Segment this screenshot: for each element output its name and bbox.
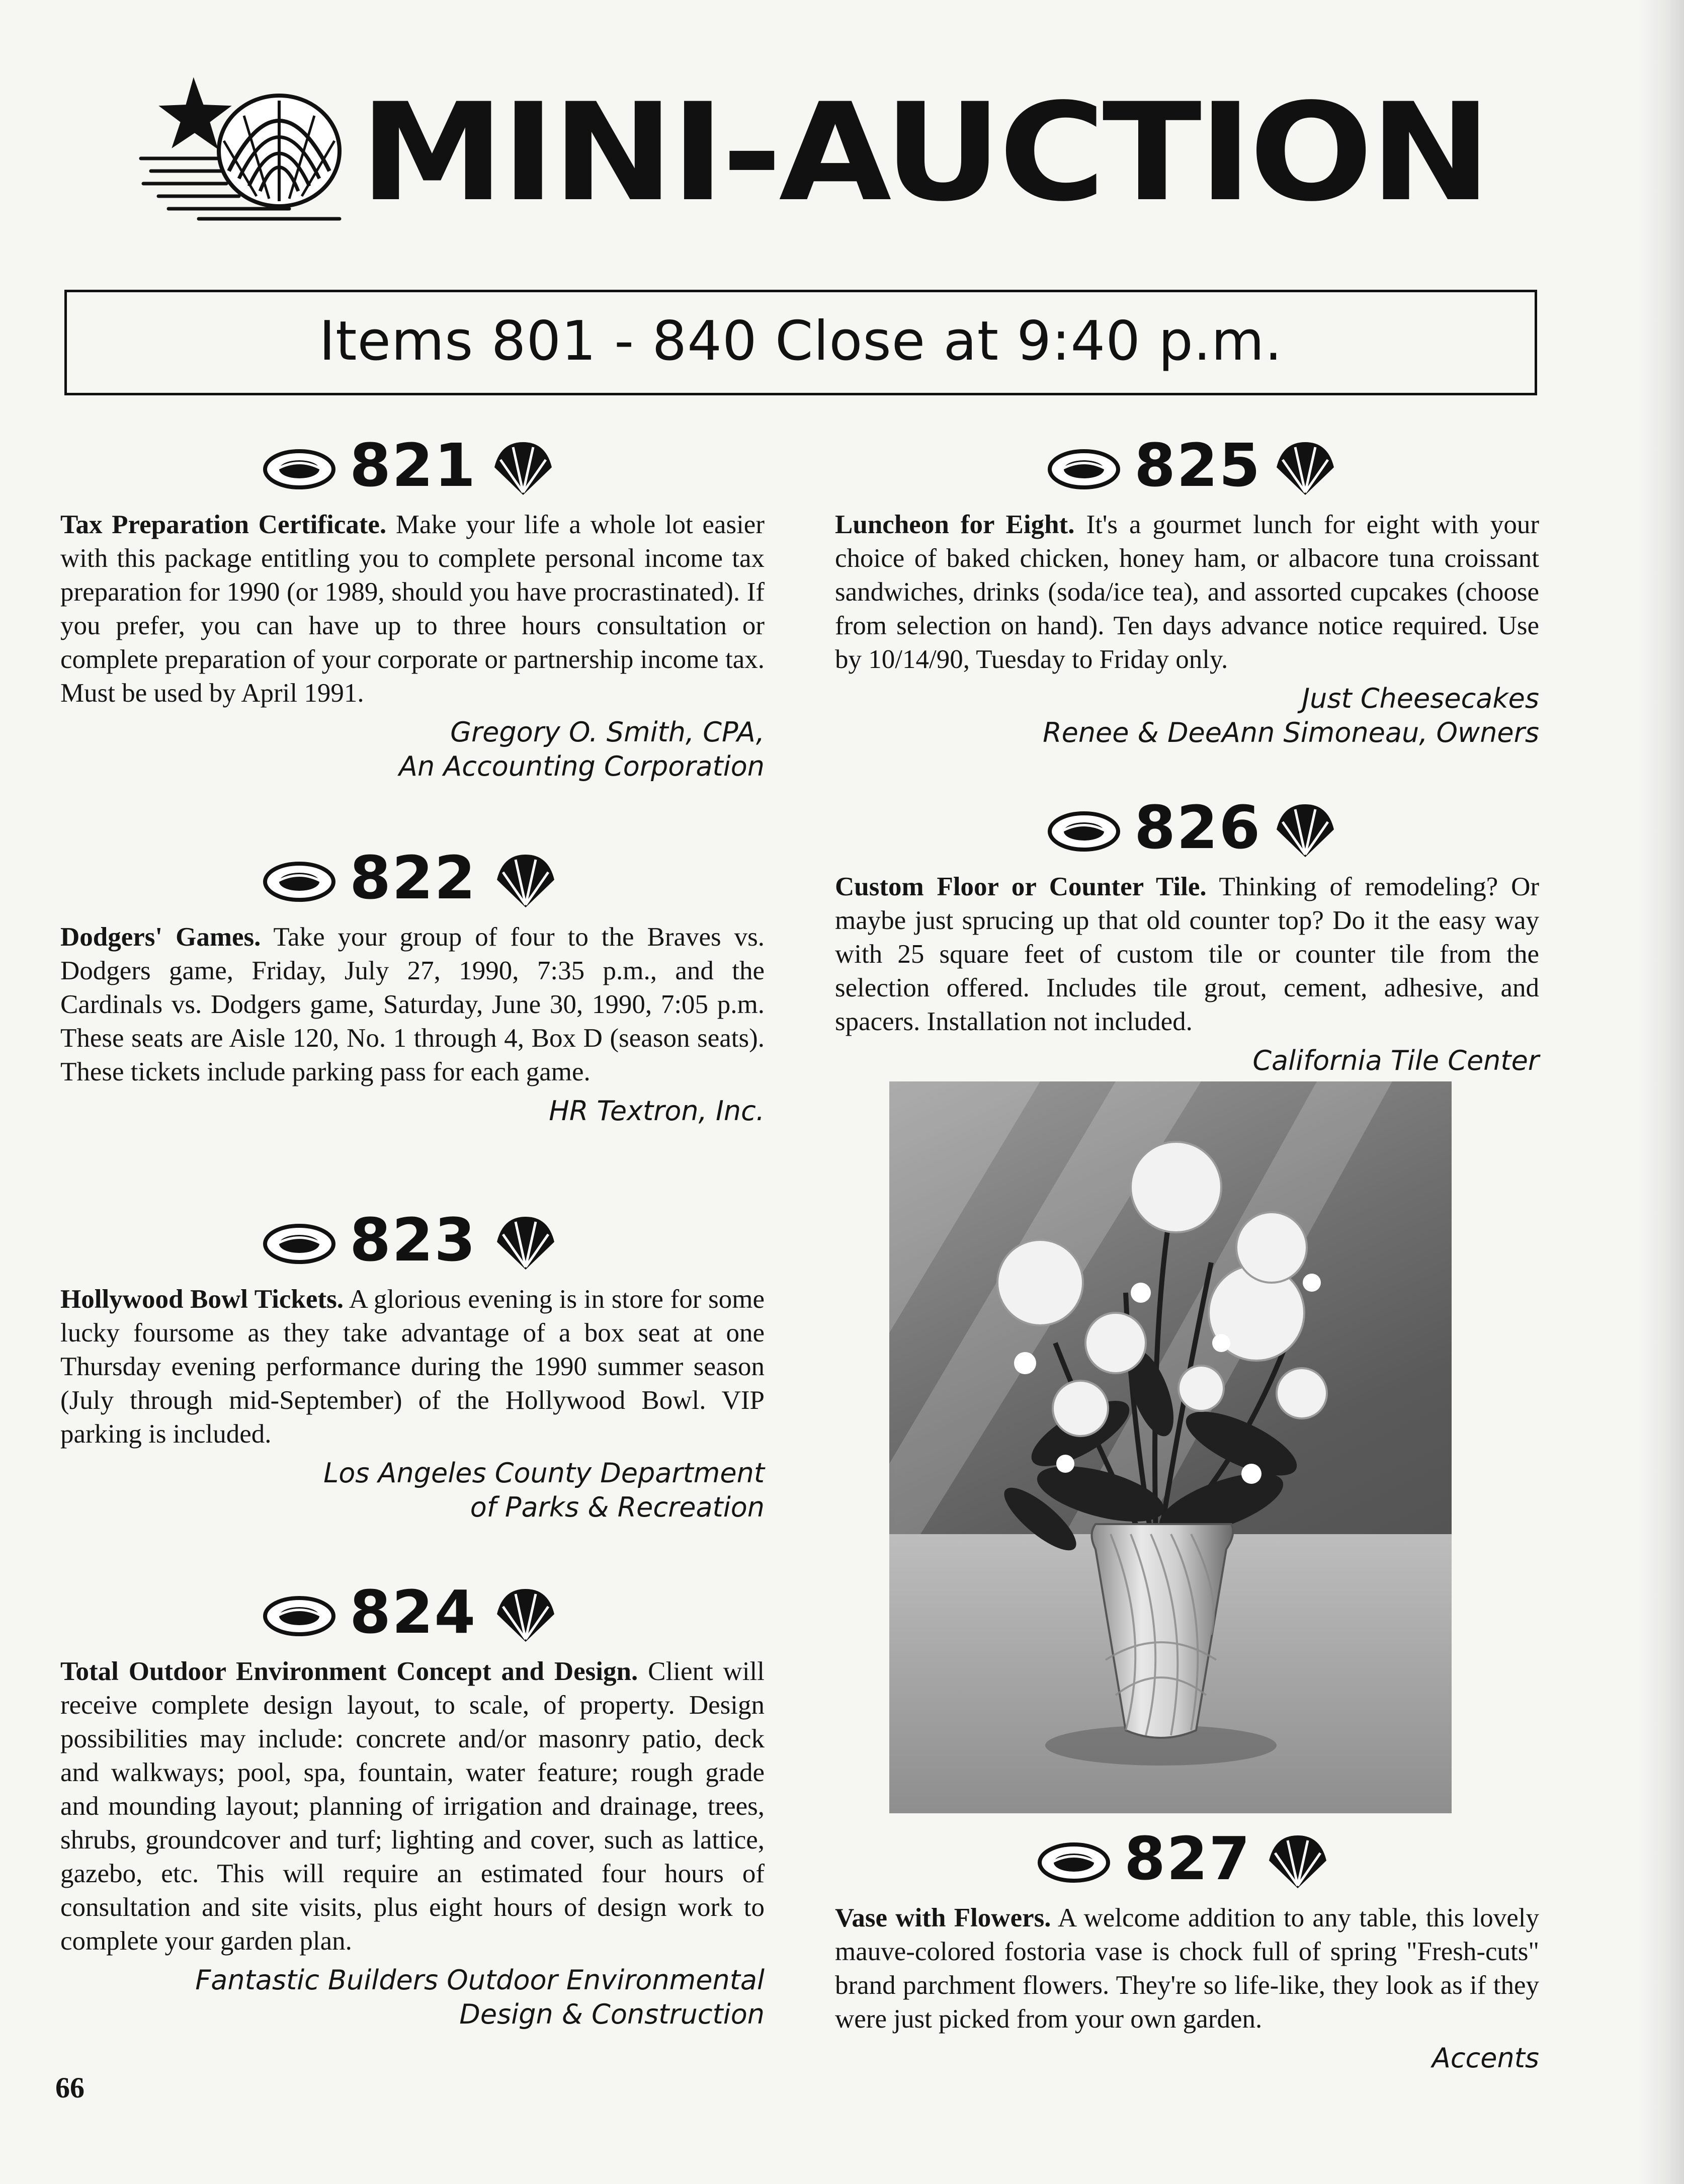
item-body: Take your group of four to the Braves vs. Dodgers game, Friday, July 27, 1990, 7:35 p.m., and the Cardinals vs. Dodgers game, Saturday, June 30, 1990, 7:05 p.m. These seats are Aisle 120, No. 1 through 4, Box D (season seats). These tickets include parking pass for each game. — [60, 922, 765, 1086]
item-description — [60, 1283, 765, 1451]
lot-number: 824 — [350, 1577, 477, 1647]
cowrie-shell-icon — [262, 1221, 337, 1267]
page-title: MINI-AUCTION — [360, 74, 1488, 231]
starfish-shell-art — [138, 70, 350, 221]
item-body: Make your life a whole lot easier with this package entitling you to complete personal income tax preparation for 1990 (or 1989, should you have procrastinated). If you prefer, you can have up to three hours consultation or complete preparation of your corporate or partnership income tax. Must be used by April 1991. — [60, 510, 765, 708]
scallop-shell-icon — [493, 1586, 558, 1647]
donor — [60, 1963, 765, 2032]
item-title: Tax Preparation Certificate. — [60, 510, 387, 539]
cowrie-shell-icon — [262, 447, 337, 492]
item-title: Total Outdoor Environment Concept and Design. — [60, 1657, 638, 1686]
item-description — [835, 870, 1539, 1039]
lot-number: 825 — [1134, 431, 1261, 500]
lot-header — [60, 433, 765, 498]
closing-time-banner — [64, 290, 1537, 395]
auction-item-823 — [60, 1207, 765, 1525]
donor-line-1: California Tile Center — [1252, 1045, 1539, 1076]
item-body: Client will receive complete design layout, to scale, of property. Design possibilities may include: concrete and/or masonry patio, deck and walkways; pool, spa, fountain, water feature; rough grade and mounding layout; planning of irrigation and drainage, trees, shrubs, groundcover and turf; lighting and cover, such as lattice, gazebo, etc. This will require an estimated four hours of consultation and site visits, plus eight hours of design work to complete your garden plan. — [60, 1657, 765, 1956]
lot-header — [835, 433, 1539, 498]
closing-time-text: Items 801 - 840 Close at 9:40 p.m. — [319, 310, 1283, 373]
scallop-shell-icon — [493, 852, 558, 912]
item-title: Vase with Flowers. — [835, 1903, 1051, 1933]
scallop-shell-icon — [490, 440, 556, 500]
lot-number: 826 — [1134, 793, 1261, 862]
donor-line-1: HR Textron, Inc. — [549, 1095, 765, 1127]
donor — [835, 1044, 1539, 1078]
lot-number: 822 — [350, 843, 477, 912]
vase-with-flowers-photo — [889, 1081, 1452, 1813]
donor-line-1: Accents — [1432, 2042, 1539, 2074]
item-description — [60, 920, 765, 1089]
cowrie-shell-icon — [262, 1593, 337, 1639]
cowrie-shell-icon — [1036, 1840, 1112, 1885]
scallop-shell-icon — [1273, 440, 1338, 500]
item-body: A welcome addition to any table, this lovely mauve-colored fostoria vase is chock full of spring "Fresh-cuts" brand parchment flowers. They're so life-like, they look as if they were just picked from your own garden. — [835, 1903, 1540, 2034]
auction-item-827 — [835, 1826, 1539, 2075]
shell-icon — [219, 96, 340, 206]
auction-item-821 — [60, 433, 765, 784]
donor — [835, 2041, 1539, 2075]
auction-item-825 — [835, 433, 1539, 750]
lot-header — [60, 1579, 765, 1645]
flower-vase-illustration — [889, 1081, 1452, 1813]
donor-line-2: Renee & DeeAnn Simoneau, Owners — [1043, 717, 1539, 748]
cowrie-shell-icon — [1046, 809, 1122, 854]
donor-line-2: Design & Construction — [459, 1998, 765, 2030]
donor-line-1: Fantastic Builders Outdoor Environmental — [195, 1964, 765, 1996]
item-body: Thinking of remodeling? Or maybe just sprucing up that old counter top? Do it the easy way with 25 square feet of custom tile or counter tile from the selection offered. Includes tile grout, cement, adhesive, and spacers. Installation not included. — [835, 872, 1539, 1036]
lot-number: 821 — [350, 431, 477, 500]
lot-header — [835, 795, 1539, 860]
item-description — [835, 1901, 1539, 2036]
donor-line-2: of Parks & Recreation — [470, 1491, 765, 1523]
item-title: Custom Floor or Counter Tile. — [835, 872, 1207, 901]
lot-number: 823 — [350, 1205, 477, 1275]
item-description — [60, 1655, 765, 1958]
donor-line-1: Gregory O. Smith, CPA, — [450, 716, 765, 748]
item-title: Hollywood Bowl Tickets. — [60, 1285, 344, 1314]
lot-number: 827 — [1124, 1824, 1251, 1893]
scallop-shell-icon — [1265, 1833, 1330, 1893]
item-title: Dodgers' Games. — [60, 922, 261, 952]
donor — [60, 1456, 765, 1525]
lot-header — [60, 1207, 765, 1273]
scallop-shell-icon — [493, 1214, 558, 1275]
scallop-shell-icon — [1273, 802, 1338, 862]
donor-line-1: Los Angeles County Department — [323, 1457, 765, 1489]
donor — [835, 682, 1539, 750]
donor — [60, 715, 765, 784]
cowrie-shell-icon — [262, 859, 337, 904]
auction-item-822 — [60, 845, 765, 1128]
cowrie-shell-icon — [1046, 447, 1122, 492]
auction-item-826 — [835, 795, 1539, 1078]
header — [138, 65, 1488, 231]
item-body: It's a gourmet lunch for eight with your choice of baked chicken, honey ham, or albacore tuna croissant sandwiches, drinks (soda/ice tea), and assorted cupcakes (choose from selection on hand). Ten days advance notice required. Use by 10/14/90, Tuesday to Friday only. — [835, 510, 1540, 674]
item-body: A glorious evening is in store for some lucky foursome as they take advantage of a box seat at one Thursday evening performance during the 1990 summer season (July through mid-September) of the Hollywood Bowl. VIP parking is included. — [60, 1285, 765, 1449]
item-title: Luncheon for Eight. — [835, 510, 1075, 539]
page-gutter-shadow — [1639, 0, 1684, 2184]
page-number: 66 — [55, 2071, 85, 2104]
item-description — [60, 508, 765, 710]
donor-line-1: Just Cheesecakes — [1302, 683, 1539, 714]
donor — [60, 1094, 765, 1128]
lot-header — [835, 1826, 1539, 1891]
donor-line-2: An Accounting Corporation — [399, 750, 765, 782]
lot-header — [60, 845, 765, 910]
auction-item-824 — [60, 1579, 765, 2032]
item-description — [835, 508, 1539, 677]
